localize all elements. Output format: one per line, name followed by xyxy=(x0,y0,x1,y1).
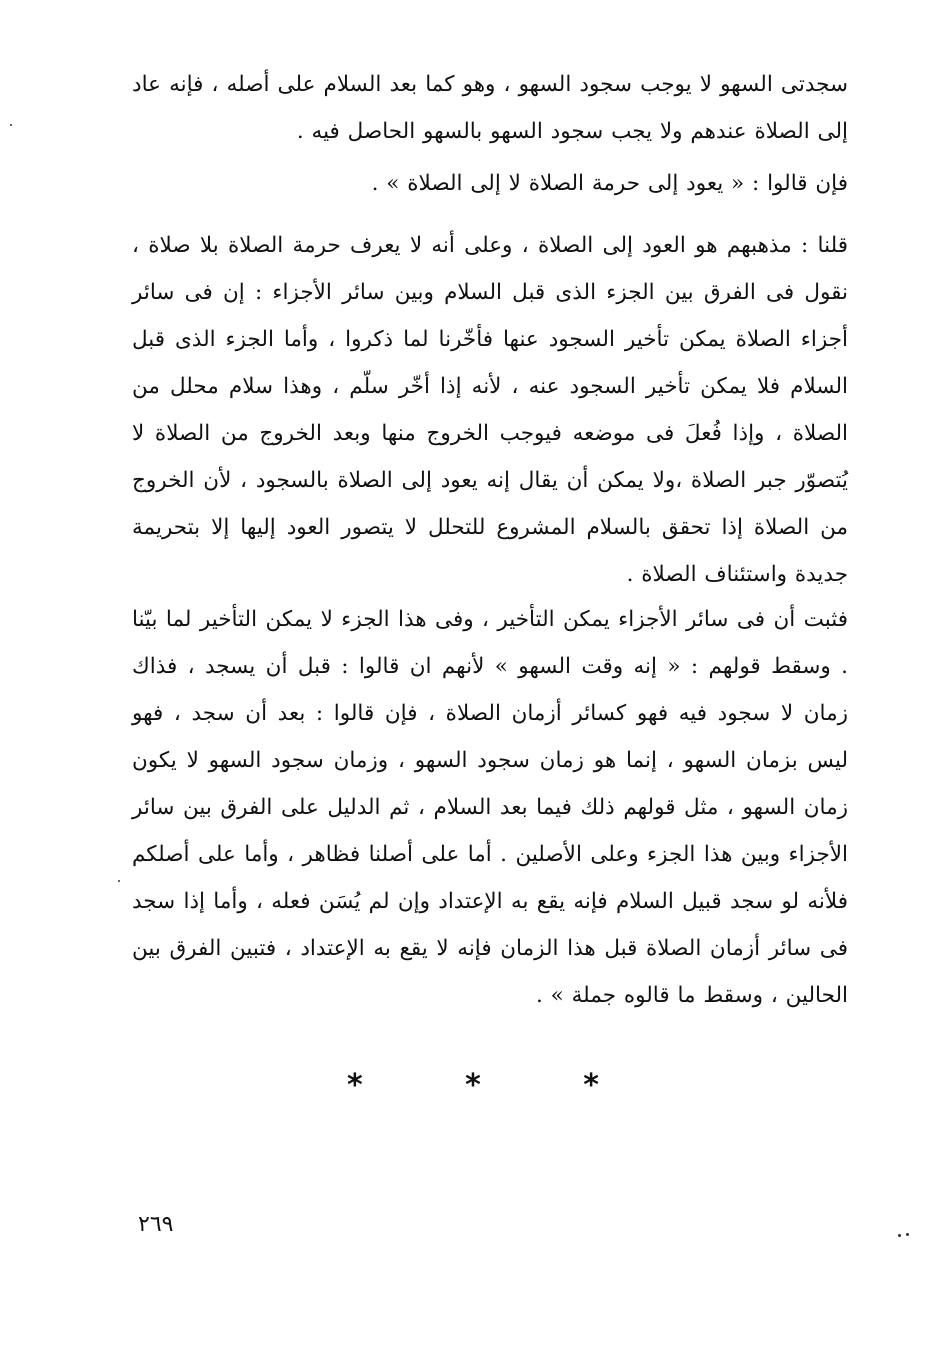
scan-speck xyxy=(118,880,120,882)
scan-speck xyxy=(10,124,12,126)
paragraph-1: سجدتى السهو لا يوجب سجود السهو ، وهو كما بعد السلام على أصله ، فإنه عاد إلى الصلاة عندهم ولا يجب سجود السهو بالسهو الحاصل فيه . xyxy=(132,72,848,144)
section-separator: * * * xyxy=(347,1068,645,1103)
scan-speck xyxy=(906,1233,909,1236)
paragraph-3: قلنا : مذهبهم هو العود إلى الصلاة ، وعلى أنه لا يعرف حرمة الصلاة بلا صلاة ، نقول فى الفرق بين الجزء الذى قبل السلام وبين سائر الأجزاء : إن فى سائر أجزاء الصلاة يمكن تأخير السجود عنها فأخّرنا لما ذكروا ، وأما الجزء الذى قبل السلام فلا يمكن تأخير السجود عنه ، لأنه إذا أخّر سلّم ، وهذا سلام محلل من الصلاة ، وإذا فُعلَ فى موضعه فيوجب الخروج منها وبعد الخروج من الصلاة لا يُتصوّر جبر الصلاة ،ولا يمكن أن يقال إنه يعود إلى الصلاة بالسجود ، لأن الخروج من الصلاة إذا تحقق بالسلام المشروع للتحلل لا يتصور العود إليها إلا بتحريمة جديدة واستئناف الصلاة . xyxy=(132,233,848,587)
page-number: ٢٦٩ xyxy=(138,1212,174,1237)
scan-speck xyxy=(898,1234,901,1237)
paragraph-2: فإن قالوا : « يعود إلى حرمة الصلاة لا إلى الصلاة » . xyxy=(371,171,848,196)
paragraph-4: فثبت أن فى سائر الأجزاء يمكن التأخير ، وفى هذا الجزء لا يمكن التأخير لما بيّنا . وسقط قولهم : « إنه وقت السهو » لأنهم ان قالوا : قبل أن يسجد ، فذاك زمان لا سجود فيه فهو كسائر أزمان الصلاة ، فإن قالوا : بعد أن سجد ، فهو ليس بزمان السهو ، إنما هو زمان سجود السهو ، وزمان سجود السهو لا يكون زمان السهو ، مثل قولهم ذلك فيما بعد السلام ، ثم الدليل على الفرق بين سائر الأجزاء وبين هذا الجزء وعلى الأصلين . أما على أصلنا فظاهر ، وأما على أصلكم فلأنه لو سجد قبيل السلام فإنه يقع به الإعتداد وإن لم يُسَن فعله ، وأما إذا سجد فى سائر أزمان الصلاة قبل هذا الزمان فإنه لا يقع به الإعتداد ، فتبين الفرق بين الحالين ، وسقط ما قالوه جملة » . xyxy=(132,607,848,1008)
